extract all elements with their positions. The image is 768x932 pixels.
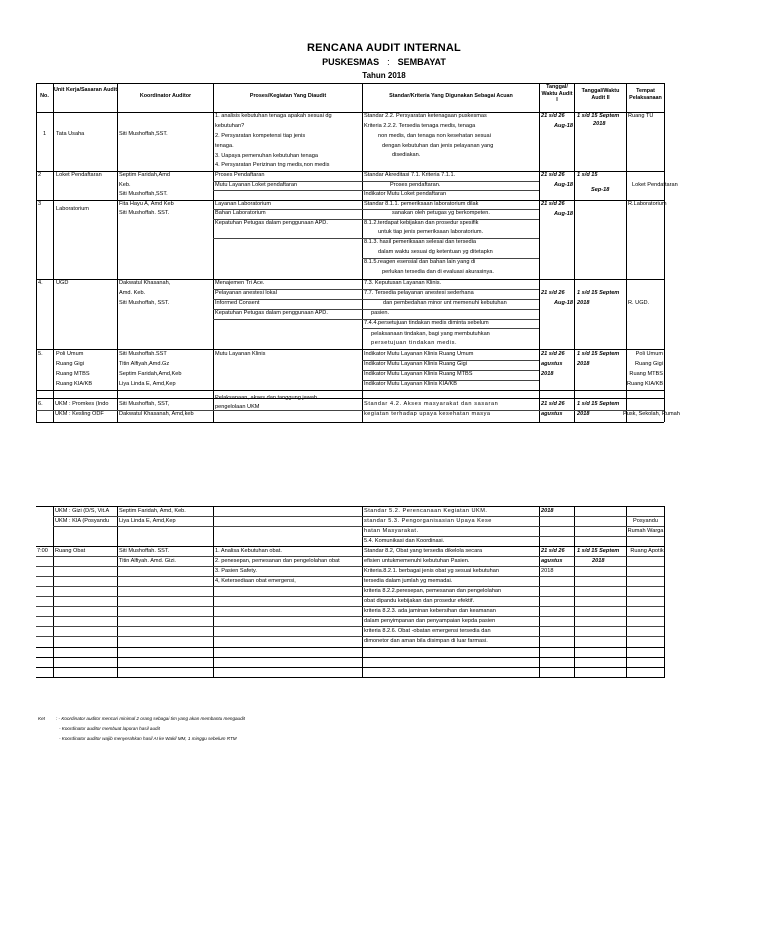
col-line-6b: [574, 506, 575, 678]
row1-unit: Tata Usaha: [56, 131, 85, 137]
row4-proses-4: Kepatuhan Petugas dalam penggunaan APD.: [215, 310, 328, 316]
row4-standar-5: 7.4.4.persetujuan tindakan medis diminta sebelum: [364, 320, 489, 326]
row5-no: 5.: [38, 351, 43, 357]
row5-koord-1: Siti Mushoffah.SST: [119, 351, 167, 357]
row3-tgl1-a: 21 s/d 26: [541, 201, 565, 207]
col-line-4b: [362, 506, 363, 678]
row5-standar-2: Indikator Mutu Layanan Klinis Ruang Gigi: [364, 361, 467, 367]
row1-proses-2: kebutuhan?: [215, 123, 245, 129]
col-line-4: [362, 83, 363, 422]
row5-tgl2-a: 1 s/d 15 Septem: [577, 351, 620, 357]
row7-standar-2: efisien untukmemenuhi kebutuhan Pasien.: [364, 558, 470, 564]
row1-tgl2-b: 2018: [593, 121, 606, 127]
row5-standar-3: Indikator Mutu Layanan Klinis Ruang MTBS: [364, 371, 473, 377]
row5-tempat-3: Ruang MTBS: [629, 371, 663, 377]
row4-tgl1-b: Aug-18: [554, 300, 573, 306]
row3-koord-1: Fita Hayu A, Amd Keb: [119, 201, 174, 207]
row1-tgl1-a: 21 s/d 26: [541, 113, 565, 119]
row6b-unit-1: UKM : Gizi (D/S, Vit.A: [55, 508, 110, 514]
subtitle-separator: :: [387, 57, 390, 67]
row4-tgl2-a: 1 s/d 15 Septem: [577, 290, 620, 296]
row1-standar-2: Kriteria 2.2.2. Tersedia tenaga medis, tenaga: [364, 123, 476, 129]
row5-koord-2: Titin Alfiyah,Amd.Gz: [119, 361, 170, 367]
row4-unit: UGD: [56, 280, 69, 286]
row7-tgl2-a: 1 s/d 15 Septem: [577, 548, 620, 554]
row3-proses-1: Layanan Laboratorium: [215, 201, 271, 207]
row5-tempat-1: Poli Umum: [635, 351, 663, 357]
row5-tempat-4: Ruang KIA/KB: [627, 381, 664, 387]
row6b-standar-1: Standar 5.2. Perencanaan Kegiatan UKM.: [364, 508, 488, 514]
row5-unit-4: Ruang KIA/KB: [56, 381, 93, 387]
row7-standar-8: dalam penyimpanan dan penyampaian kepda pasien: [364, 618, 496, 624]
row7-proses-3: 3. Pasien Safety.: [215, 568, 257, 574]
row-divider: [36, 647, 664, 648]
col-line-2b: [117, 506, 118, 678]
row7-proses-2: 2. penesepan, pemesanan dan pengelolahan obat: [215, 558, 340, 564]
row7-tgl1-a: 21 s/d 26: [541, 548, 565, 554]
row1-tgl2-a: 1 s/d 15 Septem: [577, 113, 620, 119]
col-line-8: [664, 83, 665, 422]
col-line-5: [539, 83, 540, 422]
row6-standar-2: kegiatan terhadap upaya kesehatan masya: [364, 411, 491, 417]
subtitle-right: SEMBAYAT: [397, 57, 446, 67]
header-divider: [36, 112, 664, 113]
row4-standar-1: 7.3. Keputusan Layanan Klinis.: [364, 280, 442, 286]
row4-tempat: R. UGD.: [628, 300, 650, 306]
row2-standar-1: Standar Akreditasi 7.1. Kriteria 7.1.1.: [364, 172, 456, 178]
row4-no: 4.: [38, 280, 43, 286]
row3-standar-1: Standar 8.1.1. pemeriksaan laboratorium dilak: [364, 201, 479, 207]
row-line: [36, 626, 664, 627]
year-label: Tahun 2018: [362, 71, 406, 80]
row-divider: [36, 398, 664, 399]
col-header-unit: Unit Kerja/Sasaran Audit: [54, 87, 118, 93]
row6-no: 6.: [38, 401, 43, 407]
ket-line-3: - Koordinator auditor wajib menyerahkan hasil AI ke Wakil MM, 1 minggu sebelum RTM: [59, 736, 237, 741]
row6-unit-1: UKM : Promkes (Indo: [55, 401, 109, 407]
row2-unit: Loket Pendaftaran: [56, 172, 102, 178]
row2-standar-3: Indikator Mutu Loket pendaftaran: [364, 191, 447, 197]
row3-no: 3: [38, 201, 42, 207]
row1-standar-4: dengan kebutuhan dan jenis pelayanan yang: [382, 143, 494, 149]
row6-tgl1-b: agustus: [541, 411, 563, 417]
row1-proses-3: 2. Persyaratan kompetensi tiap jenis: [215, 133, 306, 139]
col-header-proses: Proses/Kegiatan Yang Diaudit: [249, 93, 327, 99]
row2-proses-2: Mutu Layanan Loket pendaftaran: [215, 182, 298, 188]
row6b-standar-4: 5.4. Komunikasi dan Koordinasi.: [364, 538, 445, 544]
row7-koord-1: Siti Mushoffah. SST.: [119, 548, 170, 554]
col-line-1b: [53, 506, 54, 678]
row3-standar-3: 8.1.2.terdapat kebijakan dan prosedur spesifik: [364, 220, 479, 226]
row7-tempat: Ruang Apotik: [630, 548, 664, 554]
row4-proses-3: Informed Consent: [215, 300, 260, 306]
row1-tempat: Ruang TU: [628, 113, 654, 119]
row4-koord-3: Siti Mushoffah, SST.: [119, 300, 170, 306]
row5-tempat-2: Ruang Gigi: [635, 361, 663, 367]
row2-tgl1-a: 21 s/d 26: [541, 172, 565, 178]
row1-tgl1-b: Aug-18: [554, 123, 573, 129]
row6b-koord-1: Septim Faridah, Amd, Keb.: [119, 508, 186, 514]
row1-no: 1: [42, 131, 47, 137]
row1-proses-4: tenaga.: [215, 143, 234, 149]
col-line-2: [117, 83, 118, 422]
row7-standar-9: kriteria 8.2.6. Obat -obatan emergensi tersedia dan: [364, 628, 491, 634]
col-header-tgl2: Tanggal/Waktu Audit II: [581, 88, 620, 101]
col-header-koordinator: Koordinator Auditor: [139, 93, 192, 99]
row3-tempat: R.Laboratorium: [628, 201, 667, 207]
row6-koord-2: Dakwatul Khasanah, Amd,keb: [119, 411, 194, 417]
col-line-3: [213, 83, 214, 422]
row6b-tgl1: 2018: [541, 508, 554, 514]
row4-proses-2: Pelayanan anestesi lokal: [215, 290, 277, 296]
row-line: [36, 616, 664, 617]
row6b-standar-3: hatan Masyarakat.: [364, 528, 419, 534]
row6b-tempat-2: Rumah Warga: [627, 528, 664, 534]
row3-standar-8: perlukan tersedia dan di evaluasi akurasinya.: [382, 269, 494, 275]
row3-standar-4: untuk tiap jenis pemeriksaan laboratorium.: [378, 229, 484, 235]
row4-koord-1: Dakwatul Khasanah,: [119, 280, 171, 286]
row7-standar-10: dimonetor dan aman bila disimpan di luar farmasi.: [364, 638, 488, 644]
row3-koord-2: Siti Mushoffah. SST.: [119, 210, 170, 216]
row7-unit: Ruang Obat: [55, 548, 86, 554]
row5-tgl1-c: 2018: [541, 371, 554, 377]
row4-tgl1-a: 21 s/d 26: [541, 290, 565, 296]
col-line-6: [574, 83, 575, 422]
row-divider: [36, 667, 664, 668]
row3-standar-7: 8.1.5.reagen esensial dan bahan lain yang di: [364, 259, 476, 265]
row6-tgl2-b: 2018: [577, 411, 590, 417]
row7-proses-4: 4, Ketersediaan obat emergensi,: [215, 578, 296, 584]
row6-tgl1-a: 21 s/d 26: [541, 401, 565, 407]
row5-tgl1-b: agustus: [541, 361, 563, 367]
row1-proses-6: 4. Persyaratan Perizinan tng medis,non medis: [215, 162, 330, 168]
row5-tgl1-a: 21 s/d 26: [541, 351, 565, 357]
row1-proses-5: 3. Uapaya pemenuhan kebutuhan tenaga: [215, 153, 318, 159]
row6b-tempat-1: Posyandu: [633, 518, 658, 524]
row2-tgl2-b: Sep-18: [591, 187, 610, 193]
row1-standar-1: Standar 2.2. Persyaratan ketenagaan puskesmas: [364, 113, 487, 119]
row6-proses-2: pengelolaan UKM: [215, 404, 260, 410]
row4-standar-2: 7.7. Tersedia pelayanan anestesi sederhana: [364, 290, 474, 296]
row6-standar-1: Standar 4.2. Akses masyarakat dan sasaran: [364, 401, 499, 407]
row7-standar-1: Standar 8.2, Obat yang tersedia dikelola secara: [364, 548, 483, 554]
row6-tempat: Pusk, Sekolah, Rumah: [623, 411, 680, 417]
row1-proses-1: 1. analisis kebutuhan tenaga apakah sesuai dg: [215, 113, 332, 119]
row5-unit-2: Ruang Gigi: [56, 361, 84, 367]
row-divider: [36, 657, 664, 658]
row2-tgl1-b: Aug-18: [554, 182, 573, 188]
row3-standar-2: sanakan oleh petugas yg berkompeten.: [392, 210, 490, 216]
row1-standar-3: non medis, dan tenaga non kesehatan sesuai: [378, 133, 491, 139]
subtitle-left: PUSKESMAS: [322, 57, 380, 67]
row6-tgl2-a: 1 s/d 15 Septem: [577, 401, 620, 407]
row4-standar-4: pasien.: [371, 310, 390, 316]
subtitle: [0, 57, 768, 67]
row5-unit-1: Poli Umum: [56, 351, 84, 357]
row-divider: [36, 390, 664, 391]
table-border-bottom: [36, 677, 664, 678]
row6-proses-1: Pelaksanaan, akses dan tanggung jawab: [215, 395, 318, 401]
row-line: [36, 636, 664, 637]
row1-standar-5: disediakan.: [392, 152, 421, 158]
row5-koord-4: Liya Linda E, Amd,Kep: [119, 381, 176, 387]
row-divider: [36, 422, 664, 423]
row2-koord-1: Septim Faridah,Amd: [119, 172, 170, 178]
row2-koord-2: Keb.: [119, 182, 131, 188]
row3-proses-3: Kepatuhan Petugas dalam penggunaan APD.: [215, 220, 328, 226]
row4-standar-6: pelaksanaan tindakan, bagi yang membutuhkan: [371, 331, 490, 337]
row6b-standar-2: standar 5.3. Pengorganisasian Upaya Kese: [364, 518, 492, 524]
row3-standar-6: dalam waktu sesuai dg ketentuan yg ditetapkn: [378, 249, 493, 255]
col-line-5b: [539, 506, 540, 678]
row-line: [36, 606, 664, 607]
row5-tgl2-b: 2018: [577, 361, 590, 367]
row6-koord-1: Siti Mushoffah, SST,: [119, 401, 170, 407]
row6b-koord-2: Liya Linda E, Amd,Kep: [119, 518, 176, 524]
row2-no: 2: [38, 172, 42, 178]
ket-line-1: : - Koordinator auditor mencari minimal 2 orang sebagai tim yang akan membantu mengaudit: [56, 716, 245, 721]
row2-standar-2: Proses pendaftaran.: [390, 182, 441, 188]
row6b-unit-2: UKM : KIA (Posyandu: [55, 518, 110, 524]
col-line-8b: [664, 506, 665, 678]
row7-tgl2-b: 2018: [592, 558, 605, 564]
col-header-no: No.: [40, 93, 49, 99]
col-header-tempat: Tempat Pelaksanaan: [629, 88, 662, 101]
row4-standar-3: dan pembedahan minor unt memenuhi kebutuhan: [383, 300, 507, 306]
row4-koord-2: Amd. Keb.: [119, 290, 146, 296]
row6-unit-2: UKM : Kesling ODF: [55, 411, 104, 417]
row7-standar-7: kriteria 8.2.3. ada jaminan kebersihan dan keamanan: [364, 608, 496, 614]
row7-koord-2: Titin Alfiyah. Amd. Gizi.: [119, 558, 176, 564]
row2-tgl2-a: 1 s/d 15: [577, 172, 598, 178]
row5-proses: Mutu Layanan Klinis: [215, 351, 266, 357]
row-line: [36, 596, 664, 597]
row7-tgl1-c: 2018: [541, 568, 554, 574]
page-title: RENCANA AUDIT INTERNAL: [307, 42, 461, 54]
row-line: [36, 576, 664, 577]
row-line: [36, 586, 664, 587]
col-line-1: [53, 83, 54, 422]
row7-standar-4: tersedia dalam jumlah yg memadai.: [364, 578, 453, 584]
row7-tgl1-b: agustus: [541, 558, 563, 564]
row2-koord-3: Siti Mushoffah,SST.: [119, 191, 168, 197]
col-line-3b: [213, 506, 214, 678]
row5-standar-1: Indikator Mutu Layanan Klinis Ruang Umum: [364, 351, 474, 357]
row7-no: 7:00: [37, 548, 48, 554]
row4-standar-7: persetujuan tindakan medis.: [371, 340, 458, 346]
row2-proses-1: Proses Pendaftaran: [215, 172, 265, 178]
row7-proses-1: 1. Analisa Kebutuhan obat.: [215, 548, 282, 554]
ket-line-2: - Koordinator auditor membuat laporan hasil audit: [59, 726, 160, 731]
row3-proses-2: Bahan Laboratorium: [215, 210, 266, 216]
row7-standar-3: Kriteria.8.2.1. berbagai jenis obat yg sesuai kebutuhan: [364, 568, 499, 574]
col-header-tgl1: Tanggal/ Waktu Audit I: [541, 84, 573, 104]
row7-standar-5: kriteria 8.2.2.peresepan, pemesanan dan pengelolahan: [364, 588, 502, 594]
row3-unit: Laboratorium: [56, 206, 89, 212]
row1-koordinator: Siti Mushoffah,SST.: [119, 131, 168, 137]
row3-tgl1-b: Aug-18: [554, 211, 573, 217]
row5-unit-3: Ruang MTBS: [56, 371, 90, 377]
col-header-standar: Standar/Kriteria Yang Digunakan Sebagai Acuan: [389, 93, 513, 99]
row3-standar-5: 8.1.3. hasil pemeriksaan selesai dan tersedia: [364, 239, 476, 245]
row5-koord-3: Septim Faridah,Amd,Keb: [119, 371, 182, 377]
row4-proses-1: Menajemen Tri Ace.: [215, 280, 265, 286]
ket-label: Ket: [38, 716, 45, 721]
row4-tgl2-b: 2018: [577, 300, 590, 306]
row7-standar-6: obat dipandu kebijakan dan prosedur efektif.: [364, 598, 475, 604]
row2-tempat: Loket Pendaftaran: [632, 182, 678, 188]
row5-standar-4: Indikator Mutu Layanan Klinis KIA/KB: [364, 381, 457, 387]
